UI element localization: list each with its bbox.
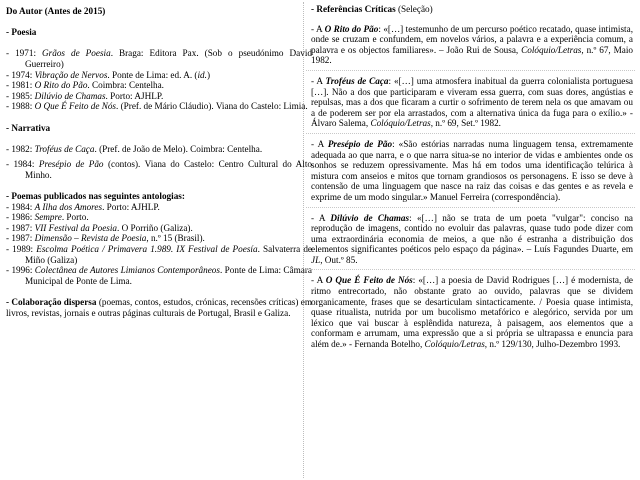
narrativa-list bbox=[6, 144, 312, 181]
ref-o-que-e-feito-de-nos: - A O Que É Feito de Nós: «[…] a poesia de David Rodrigues […] é modernista, de ritmo entrecortado, não obstante grato ao ouvido, palavras que se dividem organicamente, frases que se desarticulam sintacticamente. / Poesia quase intimista, quase ritualista, nutrida por um bucolismo metafórico e alegórico, servida por um léxico que vai buscar à esplêndida natureza, à paisagem, aos elementos que a conformam e arrumam, uma expressão que a si própria se ultrapassa e enuncia para além de.» - Fernanda Botelho, Colóquio/Letras, n.º 129/130, Julho-Dezembro 1993. bbox=[311, 275, 633, 350]
antologia-entry: - 1987: Dimensão – Revista de Poesia, n.º 15 (Brasil). bbox=[6, 233, 205, 244]
poesia-list bbox=[6, 48, 312, 112]
narrativa-heading: - Narrativa bbox=[6, 122, 51, 133]
poesia-entry: - 1981: O Rito do Pão. Coimbra: Centelha. bbox=[6, 80, 164, 91]
antologias-list bbox=[6, 202, 312, 287]
colaboracao-paragraph: - Colaboração dispersa (poemas, contos, estudos, crónicas, recensões críticas) em livros, revistas, jornais e outras páginas culturais de Portugal, Brasil e Galiza. bbox=[6, 297, 313, 318]
ref-diluvio-de-chamas: - A Dilúvio de Chamas: «[…] não se trata de um poeta "vulgar": conciso na reprodução de imagens, contido no evoluir das palavras, quase tudo pode dizer com uma extraordinária economia de meios, a que não é estranha a distribuição dos elementos significantes poéticos pelo espaço da página». – Luís Fagundes Duarte, em JL, Out.º 85. bbox=[311, 212, 633, 265]
section-title: Do Autor (Antes de 2015) bbox=[6, 6, 106, 16]
ref-separator bbox=[306, 207, 635, 208]
poesia-entry: - 1974: Vibração de Nervos. Ponte de Lima: ed. A. (id.) bbox=[6, 69, 210, 80]
ref-rito-do-pao: - A O Rito do Pão: «[…] testemunho de um percurso poético recatado, quase intimista, onde se cruzam e confundem, em novelos vários, a palavra e a experiência comum, a palavra e os objectos familiares». – João Rui de Sousa, Colóquio/Letras, n.º 67, Maio 1982. bbox=[311, 23, 633, 66]
ref-separator bbox=[306, 70, 635, 71]
ref-separator bbox=[306, 133, 635, 134]
left-column bbox=[6, 0, 312, 480]
ref-trofeus-de-caca: - A Troféus de Caça: «[…] uma atmosfera inabitual da guerra colonialista portuguesa […]. Não a dos que participaram e viveram essa guerra, com suas dores, angústias e repulsas, mas a dos que ficaram a curtir o sofrimento de terem nela os que amavam ou a de poderem ser por ela arrastados, com a alternativa única da fuga para o exílio.» - Álvaro Salema, Colóquio/Letras, n.º 69, Set.º 1982. bbox=[311, 75, 633, 129]
antologia-entry: - 1984: A Ilha dos Amores. Porto: AJHLP. bbox=[6, 201, 160, 212]
narrativa-entry: - 1982: Troféus de Caça. (Pref. de João de Melo). Coimbra: Centelha. bbox=[6, 143, 263, 154]
poesia-entry: - 1988: O Que É Feito de Nós. (Pref. de Mário Cláudio). Viana do Castelo: Limia. bbox=[6, 101, 308, 112]
ref-separator bbox=[306, 269, 635, 270]
antologia-entry: - 1996: Colectânea de Autores Limianos Contemporâneos. Ponte de Lima: Câmara Municipal de Ponte de Lima. bbox=[6, 265, 312, 286]
antologias-heading: - Poemas publicados nas seguintes antologias: bbox=[6, 191, 185, 202]
narrativa-entry: - 1984: Presépio de Pão (contos). Viana do Castelo: Centro Cultural do Alto Minho. bbox=[6, 159, 312, 180]
antologia-entry: - 1989: Escolma Poética / Primavera 1.989. IX Festival de Poesía. Salvaterra de Miño (Galiza) bbox=[6, 244, 312, 265]
right-column bbox=[306, 0, 635, 480]
antologia-entry: - 1986: Sempre. Porto. bbox=[6, 212, 89, 223]
referencias-heading: - Referências Críticas (Seleção) bbox=[311, 4, 433, 14]
poesia-heading: - Poesia bbox=[6, 27, 37, 38]
ref-presepio-de-pao: - A Presépio de Pão: «São estórias narradas numa linguagem tensa, extremamente adequada ao que narra, e o que narra situa-se no interior de vidas e ambientes onde os sonhos se reduzem opressivamente. Mas há em todos uma identificação telúrica à mistura com anseios e mitos que tornam grandiosos os personagens. E isso se deve à contensão de uma linguagem que nasce na raiz das coisas e das gentes e as revela e exprime de um modo singular.» Manuel Ferreira (correspondência). bbox=[311, 138, 633, 202]
poesia-entry: - 1971: Grãos de Poesia. Braga: Editora Pax. (Sob o pseudónimo David Guerreiro) bbox=[6, 48, 312, 69]
poesia-entry: - 1985: Dilúvio de Chamas. Porto: AJHLP. bbox=[6, 90, 164, 101]
antologia-entry: - 1987: VII Festival da Poesia. O Porriño (Galiza). bbox=[6, 222, 193, 233]
